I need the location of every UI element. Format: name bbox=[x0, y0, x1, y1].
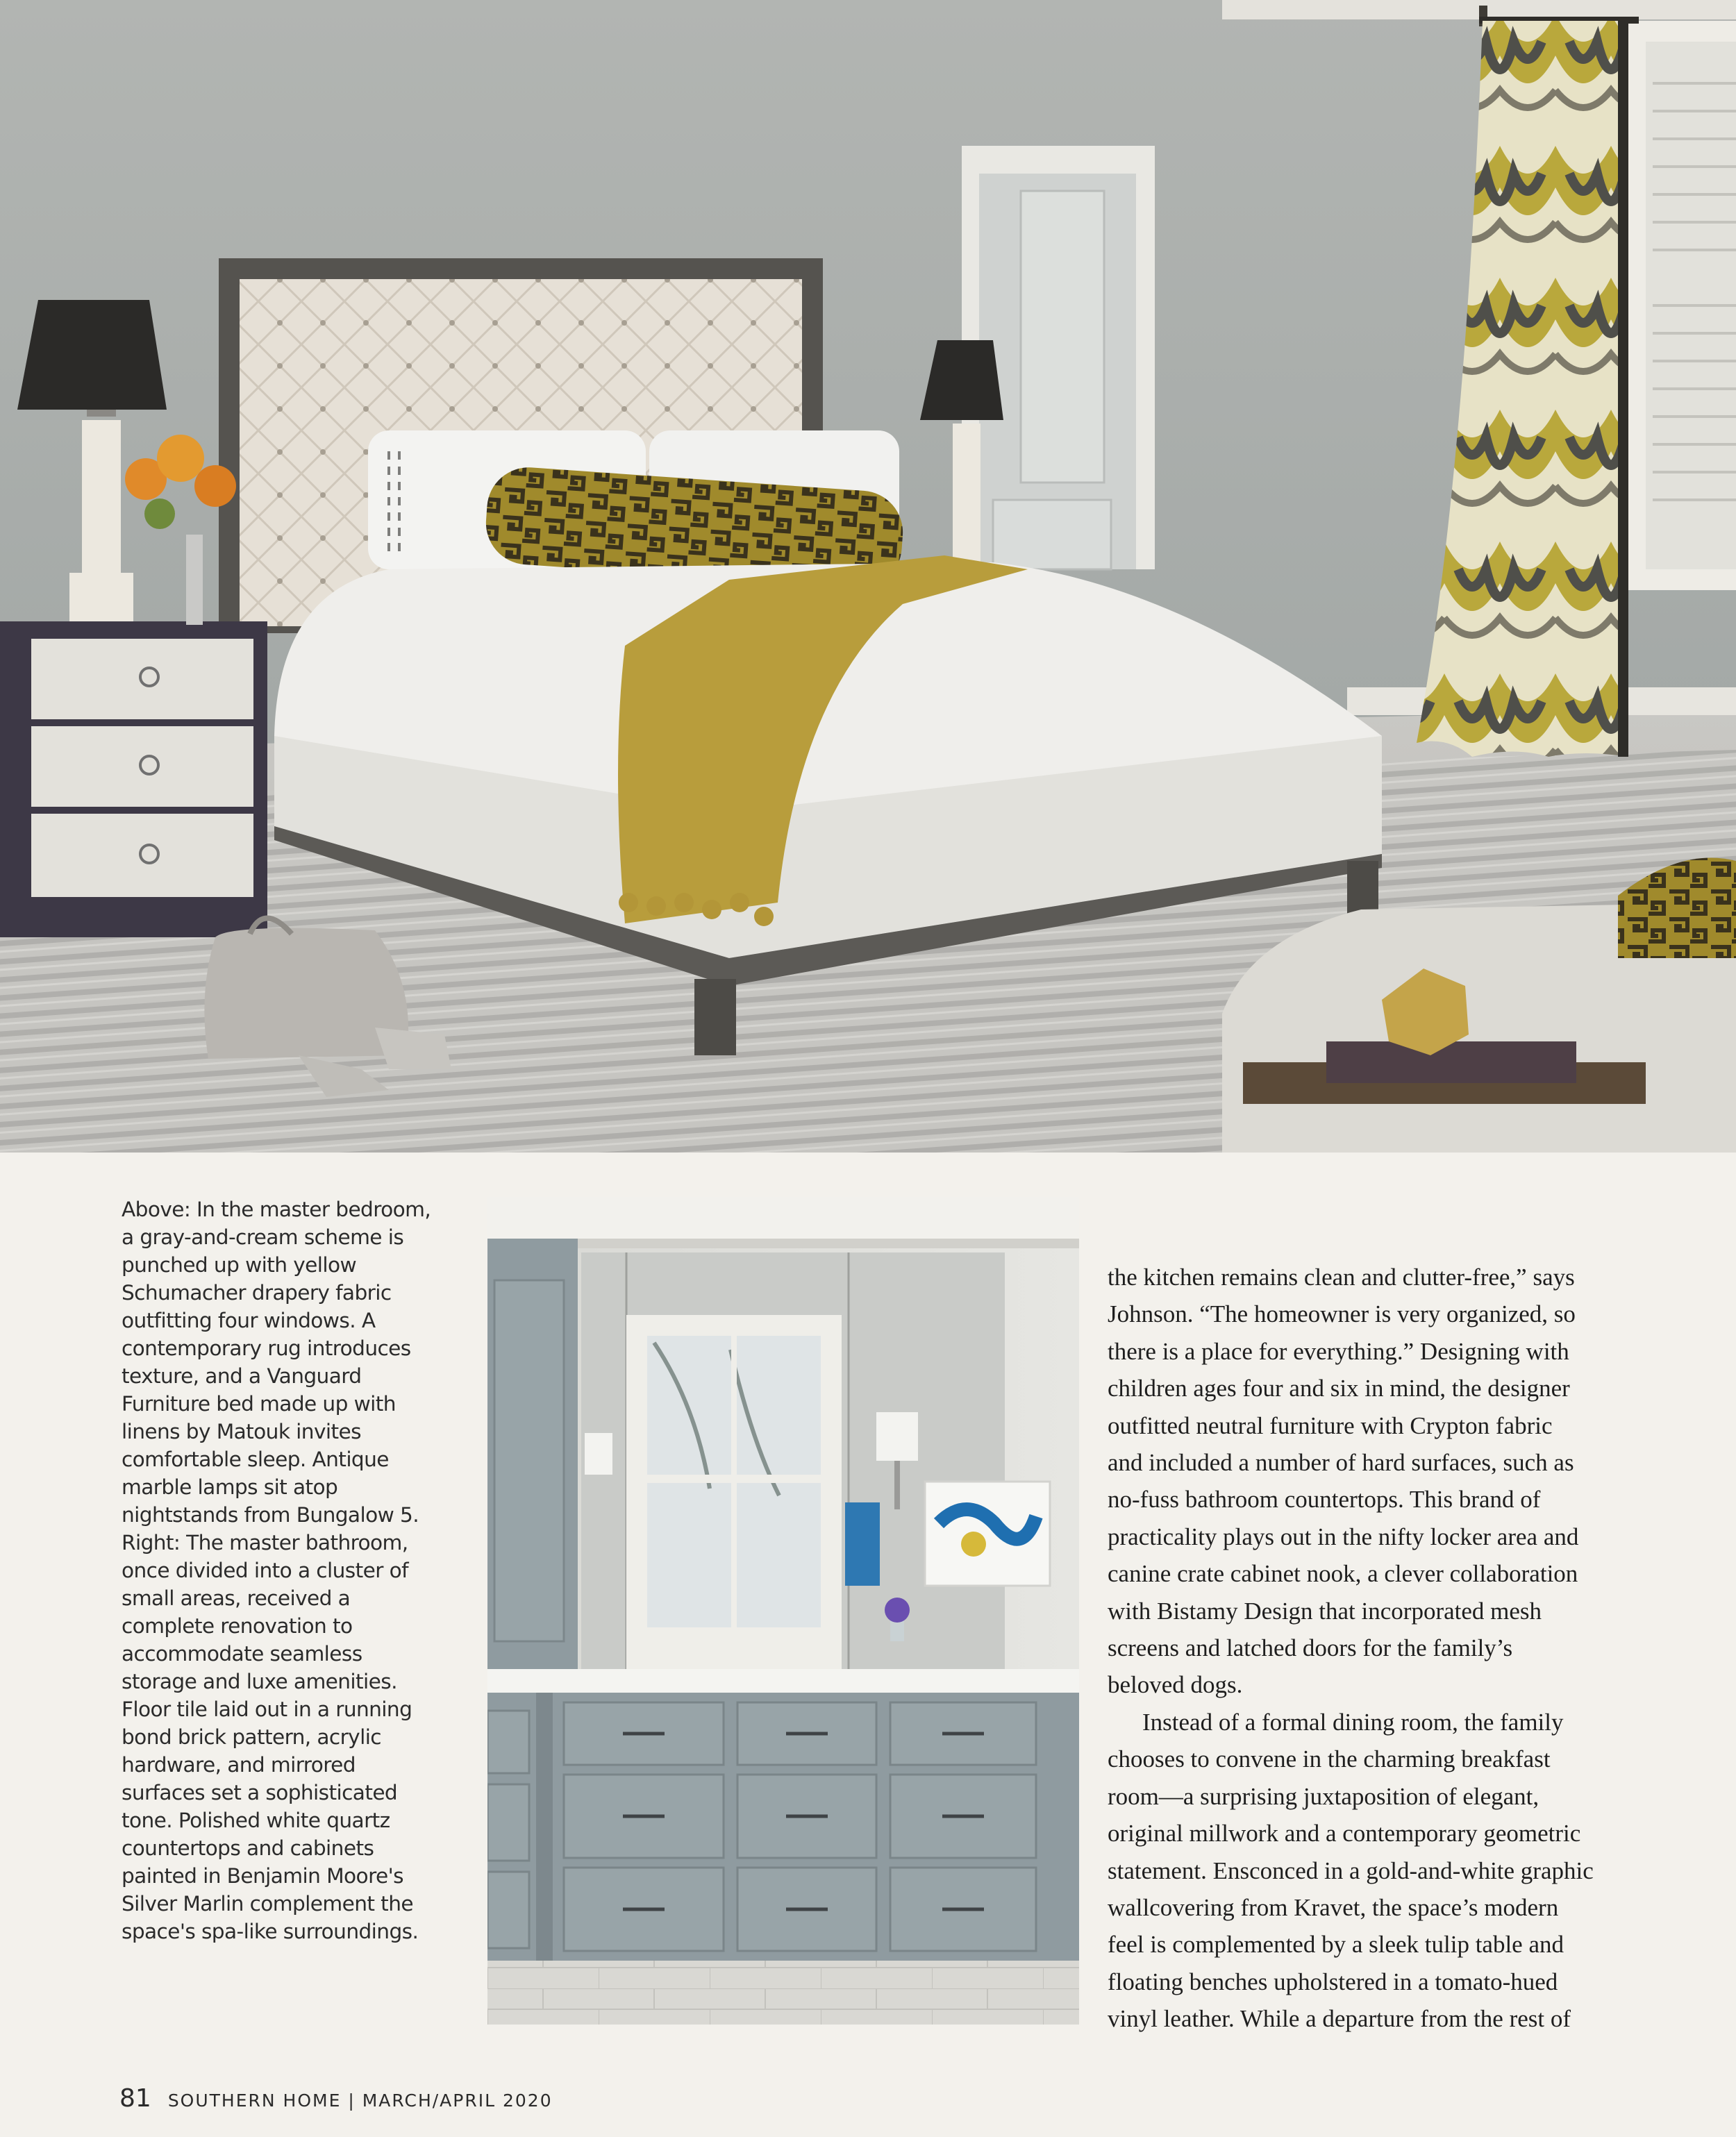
caption-line: contemporary rug introduces bbox=[122, 1336, 411, 1360]
article-line: statement. Ensconced in a gold-and-white graphic bbox=[1108, 1857, 1594, 1884]
bathroom-illustration bbox=[487, 1197, 1079, 2025]
caption-line: space's spa-like surroundings. bbox=[122, 1920, 419, 1943]
caption-line: countertops and cabinets bbox=[122, 1836, 374, 1860]
caption-line: outfitting four windows. A bbox=[122, 1309, 376, 1332]
caption-line: Furniture bed made up with bbox=[122, 1392, 396, 1416]
caption-line: Above: In the master bedroom, bbox=[122, 1198, 431, 1221]
caption-line: Floor tile laid out in a running bbox=[122, 1698, 412, 1721]
caption-line: a gray-and-cream scheme is bbox=[122, 1225, 404, 1249]
article-body bbox=[1108, 1259, 1684, 2038]
article-line: and included a number of hard surfaces, such as bbox=[1108, 1449, 1574, 1477]
photo-caption bbox=[122, 1196, 431, 1945]
caption-line: texture, and a Vanguard bbox=[122, 1364, 362, 1388]
caption-line: Schumacher drapery fabric bbox=[122, 1281, 392, 1305]
bathroom-photo bbox=[487, 1197, 1079, 2025]
caption-line: small areas, received a bbox=[122, 1586, 351, 1610]
article-line: screens and latched doors for the family’s bbox=[1108, 1634, 1513, 1662]
article-line: outfitted neutral furniture with Crypton fabric bbox=[1108, 1411, 1553, 1439]
caption-line: comfortable sleep. Antique bbox=[122, 1448, 389, 1471]
caption-line: Silver Marlin complement the bbox=[122, 1892, 413, 1916]
caption-line: painted in Benjamin Moore's bbox=[122, 1864, 403, 1888]
caption-line: accommodate seamless bbox=[122, 1642, 362, 1666]
article-line: floating benches upholstered in a tomato-hued bbox=[1108, 1968, 1558, 1995]
article-line: room—a surprising juxtaposition of elegant, bbox=[1108, 1782, 1539, 1810]
article-line: feel is complemented by a sleek tulip table and bbox=[1108, 1931, 1564, 1959]
article-line: the kitchen remains clean and clutter-free,” says bbox=[1108, 1264, 1575, 1291]
article-line: with Bistamy Design that incorporated mesh bbox=[1108, 1597, 1542, 1625]
article-line: vinyl leather. While a departure from the rest of bbox=[1108, 2005, 1571, 2033]
page-number: 81 bbox=[119, 2084, 151, 2113]
article-line: wallcovering from Kravet, the space’s modern bbox=[1108, 1893, 1559, 1921]
caption-line: nightstands from Bungalow 5. bbox=[122, 1503, 419, 1527]
caption-line: storage and luxe amenities. bbox=[122, 1670, 397, 1693]
caption-line: punched up with yellow bbox=[122, 1253, 357, 1277]
caption-line: once divided into a cluster of bbox=[122, 1559, 408, 1582]
caption-line: Right: The master bathroom, bbox=[122, 1531, 408, 1554]
article-line: practicality plays out in the nifty locker area and bbox=[1108, 1523, 1579, 1550]
article-line: there is a place for everything.” Designing with bbox=[1108, 1337, 1569, 1365]
article-line: Johnson. “The homeowner is very organized, so bbox=[1108, 1300, 1576, 1328]
caption-line: complete renovation to bbox=[122, 1614, 353, 1638]
caption-line: surfaces set a sophisticated bbox=[122, 1781, 398, 1804]
article-line: original millwork and a contemporary geometric bbox=[1108, 1820, 1581, 1847]
caption-line: bond brick pattern, acrylic bbox=[122, 1725, 381, 1749]
caption-line: marble lamps sit atop bbox=[122, 1475, 338, 1499]
article-line: beloved dogs. bbox=[1108, 1671, 1243, 1699]
page-footer bbox=[119, 2084, 553, 2119]
caption-line: tone. Polished white quartz bbox=[122, 1809, 390, 1832]
article-line: children ages four and six in mind, the designer bbox=[1108, 1375, 1570, 1402]
article-line: chooses to convene in the charming breakfast bbox=[1108, 1745, 1551, 1773]
caption-line: hardware, and mirrored bbox=[122, 1753, 356, 1777]
article-line: canine crate cabinet nook, a clever collaboration bbox=[1108, 1560, 1578, 1588]
caption-line: linens by Matouk invites bbox=[122, 1420, 361, 1443]
article-paragraph-start: Instead of a formal dining room, the family bbox=[1142, 1708, 1564, 1736]
running-head: SOUTHERN HOME | MARCH/APRIL 2020 bbox=[167, 2090, 553, 2111]
article-line: no-fuss bathroom countertops. This brand of bbox=[1108, 1486, 1541, 1514]
